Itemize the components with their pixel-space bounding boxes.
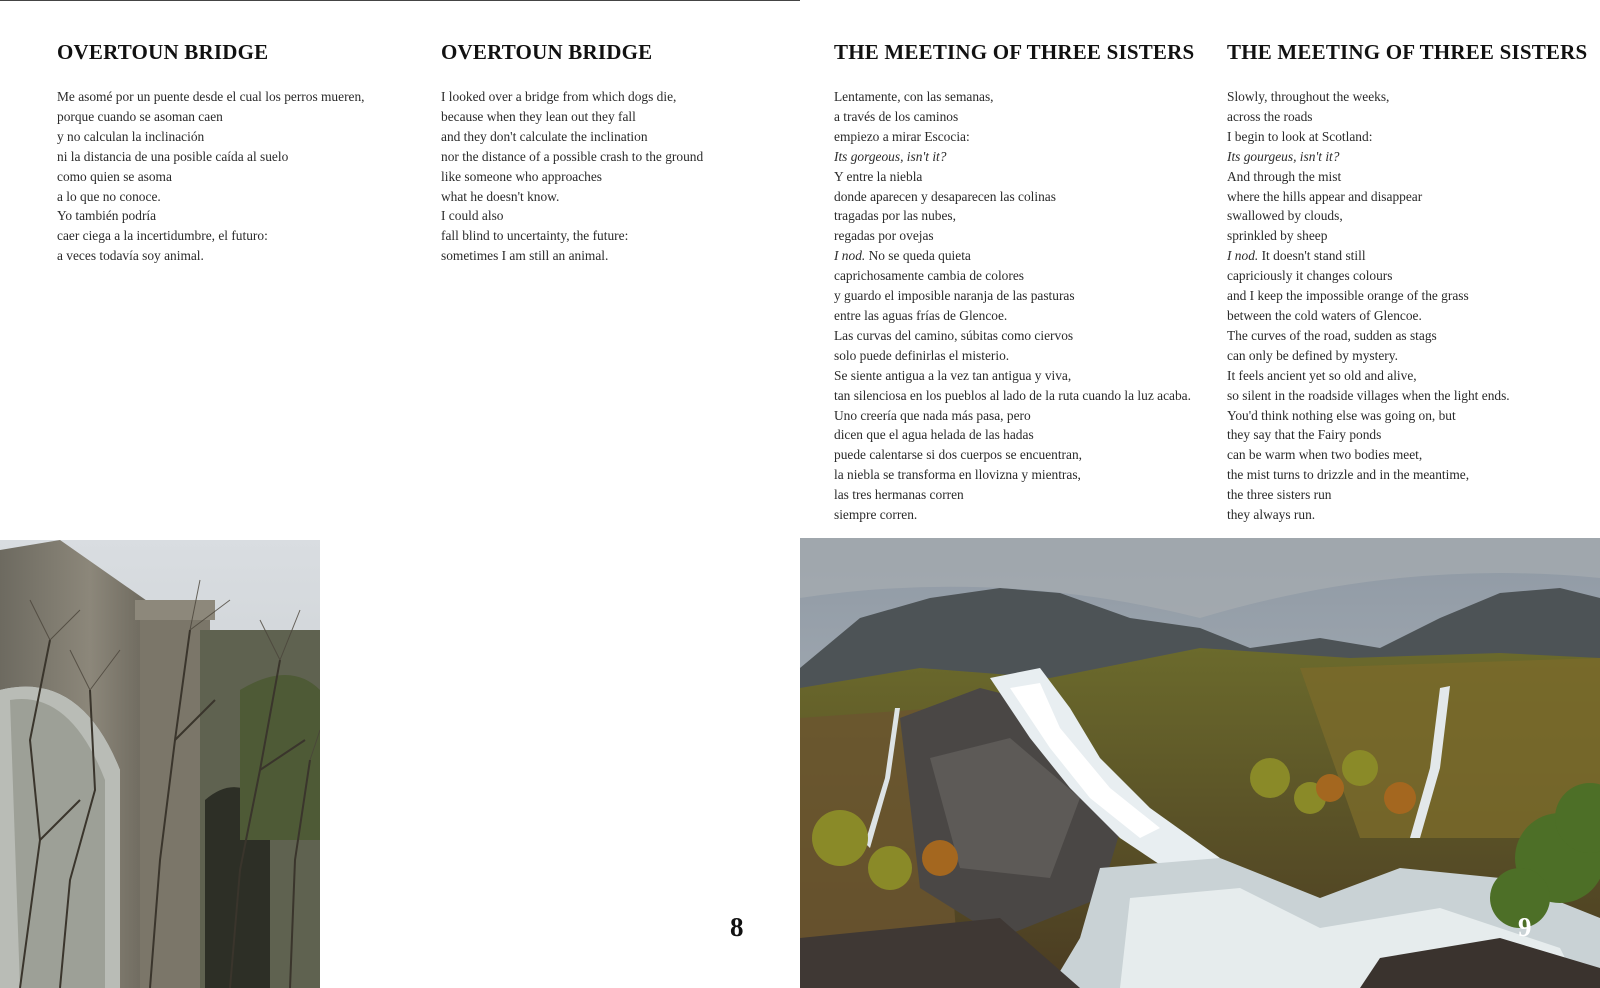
poem-line	[1227, 246, 1587, 266]
poem-line: they say that the Fairy ponds	[1227, 427, 1382, 443]
poem-line: a veces todavía soy animal.	[57, 248, 204, 264]
poem-title: THE MEETING OF THREE SISTERS	[834, 40, 1195, 64]
poem-line: across the roads	[1227, 108, 1313, 124]
poem-body	[834, 87, 1194, 525]
poem-line: y guardo el imposible naranja de las pasturas	[834, 288, 1075, 304]
poem-body	[1227, 87, 1587, 525]
poem-body	[441, 87, 703, 266]
poem-english-bridge	[441, 40, 703, 266]
poem-title: THE MEETING OF THREE SISTERS	[1227, 40, 1588, 64]
poem-spanish-bridge	[57, 40, 365, 266]
poem-line: between the cold waters of Glencoe.	[1227, 307, 1422, 323]
waterfall-photo	[800, 538, 1600, 988]
poem-title: OVERTOUN BRIDGE	[57, 40, 269, 64]
poem-line: swallowed by clouds,	[1227, 208, 1343, 224]
poem-line: the mist turns to drizzle and in the meantime,	[1227, 467, 1470, 483]
poem-body	[57, 87, 365, 266]
poem-line-italic-prefix: I nod.	[834, 248, 866, 264]
poem-line: sometimes I am still an animal.	[441, 248, 609, 264]
poem-line: Slowly, throughout the weeks,	[1227, 89, 1390, 104]
poem-line: capriciously it changes colours	[1227, 268, 1393, 284]
poem-line: solo puede definirlas el misterio.	[834, 347, 1010, 363]
poem-line: como quien se asoma	[57, 168, 172, 184]
poem-line: a lo que no conoce.	[57, 188, 161, 204]
poem-line: tan silenciosa en los pueblos al lado de la ruta cuando la luz acaba.	[834, 387, 1191, 403]
poem-line: Uno creería que nada más pasa, pero	[834, 407, 1031, 423]
poem-line: Las curvas del camino, súbitas como ciervos	[834, 327, 1074, 343]
poem-spanish-sisters	[834, 40, 1194, 525]
poem-line: And through the mist	[1227, 168, 1342, 184]
poem-line: empiezo a mirar Escocia:	[834, 128, 970, 144]
poem-line: Me asomé por un puente desde el cual los perros mueren,	[57, 89, 365, 104]
poem-line: I begin to look at Scotland:	[1227, 128, 1373, 144]
poem-line: and I keep the impossible orange of the grass	[1227, 288, 1469, 304]
poem-line: Se siente antigua a la vez tan antigua y viva,	[834, 367, 1072, 383]
poem-line: It feels ancient yet so old and alive,	[1227, 367, 1417, 383]
poem-line: donde aparecen y desaparecen las colinas	[834, 188, 1056, 204]
poem-line: tragadas por las nubes,	[834, 208, 956, 224]
poem-line: The curves of the road, sudden as stags	[1227, 327, 1437, 343]
poem-line: a través de los caminos	[834, 108, 959, 124]
poem-line: la niebla se transforma en llovizna y mientras,	[834, 467, 1081, 483]
poem-line: Yo también podría	[57, 208, 157, 224]
bridge-photo	[0, 540, 320, 988]
poem-line: like someone who approaches	[441, 168, 603, 184]
poem-line: regadas por ovejas	[834, 228, 934, 244]
poem-line: I could also	[441, 208, 504, 224]
page-number: 9	[1518, 912, 1532, 942]
poem-line: ni la distancia de una posible caída al suelo	[57, 148, 289, 164]
poem-line-text: No se queda quieta	[865, 248, 971, 264]
poem-line: sprinkled by sheep	[1227, 228, 1328, 244]
page-number: 8	[730, 912, 744, 942]
poem-line: because when they lean out they fall	[441, 108, 636, 124]
poem-line: fall blind to uncertainty, the future:	[441, 228, 629, 244]
poem-line: Y entre la niebla	[834, 168, 923, 184]
poem-line: caprichosamente cambia de colores	[834, 268, 1024, 284]
right-page	[800, 0, 1600, 988]
poem-line: they always run.	[1227, 507, 1316, 523]
poem-line: puede calentarse si dos cuerpos se encuentran,	[834, 447, 1082, 463]
poem-line: Its gorgeous, isn't it?	[834, 148, 947, 164]
poem-line: Its gourgeus, isn't it?	[1227, 148, 1340, 164]
poem-line-text: It doesn't stand still	[1258, 248, 1366, 264]
poem-line: caer ciega a la incertidumbre, el futuro:	[57, 228, 268, 244]
poem-line: entre las aguas frías de Glencoe.	[834, 307, 1008, 323]
poem-line: the three sisters run	[1227, 487, 1332, 503]
poem-line: porque cuando se asoman caen	[57, 108, 223, 124]
poem-line: Lentamente, con las semanas,	[834, 89, 994, 104]
poem-title: OVERTOUN BRIDGE	[441, 40, 653, 64]
poem-line	[834, 246, 1194, 266]
poem-line: las tres hermanas corren	[834, 487, 964, 503]
poem-line: I looked over a bridge from which dogs die,	[441, 89, 677, 104]
poem-line: and they don't calculate the inclination	[441, 128, 648, 144]
poem-line: can only be defined by mystery.	[1227, 347, 1398, 363]
poem-line: y no calculan la inclinación	[57, 128, 205, 144]
poem-english-sisters	[1227, 40, 1587, 525]
poem-line: You'd think nothing else was going on, but	[1227, 407, 1456, 423]
poem-line: so silent in the roadside villages when the light ends.	[1227, 387, 1510, 403]
poem-line: what he doesn't know.	[441, 188, 560, 204]
poem-line: nor the distance of a possible crash to the ground	[441, 148, 704, 164]
poem-line: siempre corren.	[834, 507, 918, 523]
poem-line: dicen que el agua helada de las hadas	[834, 427, 1034, 443]
poem-line: can be warm when two bodies meet,	[1227, 447, 1423, 463]
poem-line-italic-prefix: I nod.	[1227, 248, 1259, 264]
poem-line: where the hills appear and disappear	[1227, 188, 1423, 204]
